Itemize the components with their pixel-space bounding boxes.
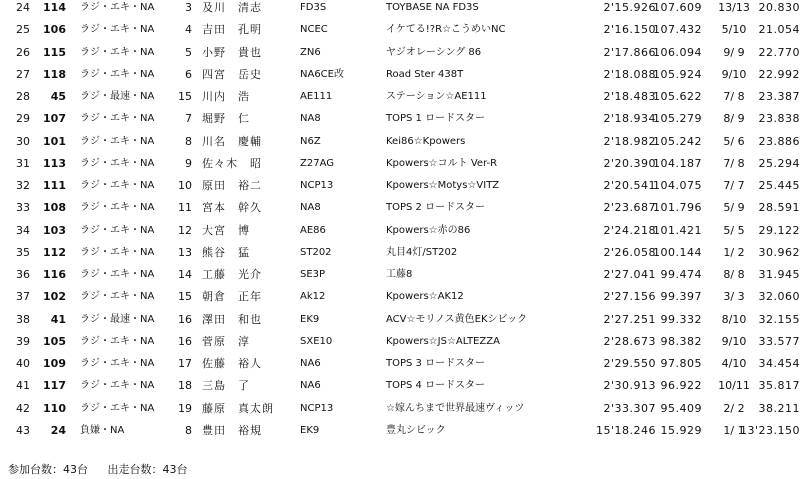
average-speed-cell: 98.382 xyxy=(660,334,702,348)
position-cell: 26 xyxy=(16,45,30,59)
class-cell: ラジ・最速・NA xyxy=(80,91,155,102)
car-name-cell: 工藤8 xyxy=(386,269,413,280)
average-speed-cell: 15.929 xyxy=(660,423,702,437)
driver-name-cell: 宮本 幹久 xyxy=(202,201,262,215)
car-number-cell: 111 xyxy=(43,179,66,192)
position-cell: 42 xyxy=(16,401,30,415)
car-name-cell: Kpowers☆赤の86 xyxy=(386,224,471,236)
car-number-cell: 116 xyxy=(43,268,66,281)
class-cell: ラジ・エキ・NA xyxy=(80,180,155,191)
car-number-cell: 118 xyxy=(43,67,66,81)
driver-name-cell: 川内 浩 xyxy=(202,90,250,103)
model-code-cell: FD3S xyxy=(300,2,327,13)
model-code-cell: SE3P xyxy=(300,269,326,280)
model-code-cell: EK9 xyxy=(300,313,320,325)
class-position-cell: 18 xyxy=(178,379,192,393)
class-rank-cell: 8/10 xyxy=(721,312,747,326)
driver-name-cell: 小野 貴也 xyxy=(202,45,262,59)
class-cell: 負嫌・NA xyxy=(80,424,125,436)
gap-cell: 28.591 xyxy=(758,201,800,215)
best-time-cell: 2'24.218 xyxy=(603,223,656,237)
driver-name-cell: 豊田 裕規 xyxy=(202,423,262,437)
result-row xyxy=(0,153,800,175)
car-name-cell: Kpowers☆AK12 xyxy=(386,291,464,303)
best-time-cell: 2'20.541 xyxy=(603,179,656,192)
result-row xyxy=(0,86,800,108)
result-row xyxy=(0,197,800,219)
gap-cell: 32.060 xyxy=(758,290,800,304)
model-code-cell: NCP13 xyxy=(300,180,334,191)
average-speed-cell: 101.421 xyxy=(653,223,702,237)
average-speed-cell: 99.332 xyxy=(660,312,702,326)
result-row xyxy=(0,19,800,41)
best-time-cell: 15'18.246 xyxy=(595,423,656,437)
position-cell: 40 xyxy=(16,357,30,370)
best-time-cell: 2'16.150 xyxy=(603,23,656,37)
gap-cell: 20.830 xyxy=(758,1,800,14)
class-position-cell: 8 xyxy=(185,423,192,437)
car-name-cell: TOYBASE NA FD3S xyxy=(386,2,479,13)
driver-name-cell: 三島 了 xyxy=(202,379,250,393)
class-position-cell: 11 xyxy=(178,201,192,215)
entry-summary xyxy=(8,461,204,477)
class-cell: ラジ・エキ・NA xyxy=(80,157,155,169)
car-name-cell: Kpowers☆JS☆ALTEZZA xyxy=(386,335,500,347)
class-cell: ラジ・エキ・NA xyxy=(80,224,155,236)
model-code-cell: AE111 xyxy=(300,91,333,102)
class-rank-cell: 5/ 9 xyxy=(723,201,745,215)
gap-cell: 25.445 xyxy=(758,179,800,192)
class-position-cell: 14 xyxy=(178,268,192,281)
position-cell: 38 xyxy=(16,312,30,326)
class-rank-cell: 5/ 5 xyxy=(723,223,745,237)
best-time-cell: 2'18.483 xyxy=(603,90,656,103)
participant-count: 参加台数：43台 xyxy=(8,463,88,476)
model-code-cell: NA8 xyxy=(300,202,321,214)
class-position-cell: 15 xyxy=(178,290,192,304)
model-code-cell: Z27AG xyxy=(300,157,334,169)
car-number-cell: 112 xyxy=(43,245,66,259)
car-number-cell: 106 xyxy=(43,23,66,37)
average-speed-cell: 105.279 xyxy=(653,112,702,126)
result-row xyxy=(0,108,800,130)
gap-cell: 30.962 xyxy=(758,245,800,259)
class-position-cell: 7 xyxy=(185,112,192,126)
average-speed-cell: 105.622 xyxy=(653,90,702,103)
result-row xyxy=(0,131,800,153)
model-code-cell: NA6 xyxy=(300,358,321,369)
car-name-cell: Kpowers☆Motys☆VITZ xyxy=(386,180,500,191)
class-position-cell: 3 xyxy=(185,1,192,14)
driver-name-cell: 及川 清志 xyxy=(202,1,262,14)
car-number-cell: 108 xyxy=(43,201,66,215)
gap-cell: 31.945 xyxy=(758,268,800,281)
gap-cell: 25.294 xyxy=(758,156,800,170)
result-row xyxy=(0,0,800,19)
class-position-cell: 8 xyxy=(185,134,192,148)
average-speed-cell: 96.922 xyxy=(660,379,702,393)
gap-cell: 34.454 xyxy=(758,357,800,370)
class-cell: ラジ・エキ・NA xyxy=(80,246,155,258)
gap-cell: 23.838 xyxy=(758,112,800,126)
class-cell: ラジ・エキ・NA xyxy=(80,24,155,36)
driver-name-cell: 工藤 光介 xyxy=(202,268,262,281)
class-rank-cell: 8/ 9 xyxy=(723,112,745,126)
car-number-cell: 115 xyxy=(43,45,66,59)
position-cell: 39 xyxy=(16,334,30,348)
result-row xyxy=(0,42,800,64)
car-number-cell: 45 xyxy=(50,90,66,103)
average-speed-cell: 105.924 xyxy=(653,67,702,81)
class-position-cell: 17 xyxy=(178,357,192,370)
class-position-cell: 10 xyxy=(178,179,192,192)
driver-name-cell: 大宮 博 xyxy=(202,223,250,237)
class-rank-cell: 7/ 8 xyxy=(723,156,745,170)
class-rank-cell: 7/ 8 xyxy=(723,90,745,103)
class-cell: ラジ・エキ・NA xyxy=(80,135,155,147)
class-cell: ラジ・エキ・NA xyxy=(80,113,155,125)
position-cell: 36 xyxy=(16,268,30,281)
best-time-cell: 2'18.088 xyxy=(603,67,656,81)
class-rank-cell: 9/10 xyxy=(721,67,747,81)
model-code-cell: Ak12 xyxy=(300,291,326,303)
car-number-cell: 101 xyxy=(43,134,66,148)
result-row xyxy=(0,375,800,397)
best-time-cell: 2'18.982 xyxy=(603,134,656,148)
gap-cell: 33.577 xyxy=(758,334,800,348)
class-rank-cell: 13/13 xyxy=(718,1,750,14)
average-speed-cell: 100.144 xyxy=(653,245,702,259)
best-time-cell: 2'29.550 xyxy=(603,357,656,370)
model-code-cell: NCP13 xyxy=(300,402,334,414)
car-number-cell: 41 xyxy=(50,312,66,326)
car-number-cell: 105 xyxy=(43,334,66,348)
class-cell: ラジ・エキ・NA xyxy=(80,68,155,80)
best-time-cell: 2'33.307 xyxy=(603,401,656,415)
result-row xyxy=(0,353,800,375)
model-code-cell: NA6 xyxy=(300,380,321,392)
car-name-cell: TOPS 3 ロードスター xyxy=(386,358,485,369)
position-cell: 41 xyxy=(16,379,30,393)
car-name-cell: イケてる!?R☆こうめいNC xyxy=(386,24,506,36)
best-time-cell: 2'15.926 xyxy=(603,1,656,14)
class-rank-cell: 5/10 xyxy=(721,23,747,37)
class-position-cell: 16 xyxy=(178,334,192,348)
model-code-cell: NCEC xyxy=(300,24,328,36)
average-speed-cell: 106.094 xyxy=(653,45,702,59)
driver-name-cell: 菅原 淳 xyxy=(202,334,250,348)
starter-count: 出走台数：43台 xyxy=(107,463,188,476)
car-name-cell: 丸目4灯/ST202 xyxy=(386,246,458,258)
average-speed-cell: 101.796 xyxy=(653,201,702,215)
class-position-cell: 19 xyxy=(178,401,192,415)
best-time-cell: 2'26.058 xyxy=(603,245,656,259)
car-name-cell: Kpowers☆コルト Ver-R xyxy=(386,157,498,169)
car-name-cell: ☆嫁んちまで世界最速ヴィッツ xyxy=(386,402,525,414)
class-cell: ラジ・エキ・NA xyxy=(80,335,155,347)
gap-cell: 22.770 xyxy=(758,45,800,59)
result-row xyxy=(0,64,800,86)
average-speed-cell: 99.397 xyxy=(660,290,702,304)
gap-cell: 38.211 xyxy=(758,401,800,415)
class-cell: ラジ・エキ・NA xyxy=(80,2,155,13)
car-number-cell: 110 xyxy=(43,401,66,415)
class-rank-cell: 3/ 3 xyxy=(723,290,745,304)
position-cell: 24 xyxy=(16,1,30,14)
average-speed-cell: 107.609 xyxy=(653,1,702,14)
position-cell: 34 xyxy=(16,223,30,237)
model-code-cell: ST202 xyxy=(300,246,332,258)
class-position-cell: 9 xyxy=(185,156,192,170)
class-position-cell: 13 xyxy=(178,245,192,259)
average-speed-cell: 105.242 xyxy=(653,134,702,148)
position-cell: 33 xyxy=(16,201,30,215)
class-cell: ラジ・最速・NA xyxy=(80,313,155,325)
best-time-cell: 2'27.251 xyxy=(603,312,656,326)
driver-name-cell: 佐々木 昭 xyxy=(202,156,262,170)
car-name-cell: ヤジオレーシング 86 xyxy=(386,46,482,58)
class-position-cell: 6 xyxy=(185,67,192,81)
class-cell: ラジ・エキ・NA xyxy=(80,380,155,392)
result-row xyxy=(0,331,800,353)
car-name-cell: ACV☆モリノス黄色EKシビック xyxy=(386,313,528,325)
model-code-cell: N6Z xyxy=(300,135,321,147)
model-code-cell: EK9 xyxy=(300,424,320,436)
driver-name-cell: 川名 慶輔 xyxy=(202,134,262,148)
gap-cell: 22.992 xyxy=(758,67,800,81)
driver-name-cell: 吉田 孔明 xyxy=(202,23,262,37)
car-number-cell: 103 xyxy=(43,223,66,237)
car-name-cell: TOPS 2 ロードスター xyxy=(386,202,485,214)
position-cell: 43 xyxy=(16,423,30,437)
class-rank-cell: 5/ 6 xyxy=(723,134,745,148)
best-time-cell: 2'23.687 xyxy=(603,201,656,215)
class-cell: ラジ・エキ・NA xyxy=(80,402,155,414)
class-cell: ラジ・エキ・NA xyxy=(80,358,155,369)
class-position-cell: 15 xyxy=(178,90,192,103)
gap-cell: 23.387 xyxy=(758,90,800,103)
position-cell: 30 xyxy=(16,134,30,148)
car-number-cell: 117 xyxy=(43,379,66,393)
position-cell: 31 xyxy=(16,156,30,170)
position-cell: 32 xyxy=(16,179,30,192)
average-speed-cell: 104.187 xyxy=(653,156,702,170)
car-name-cell: Road Ster 438T xyxy=(386,68,464,80)
position-cell: 29 xyxy=(16,112,30,126)
result-row xyxy=(0,398,800,420)
class-rank-cell: 7/ 7 xyxy=(723,179,745,192)
driver-name-cell: 藤原 真太朗 xyxy=(202,401,274,415)
model-code-cell: NA8 xyxy=(300,113,321,125)
car-number-cell: 114 xyxy=(43,1,66,14)
gap-cell: 29.122 xyxy=(758,223,800,237)
car-number-cell: 113 xyxy=(43,156,66,170)
result-row xyxy=(0,286,800,308)
average-speed-cell: 95.409 xyxy=(660,401,702,415)
car-name-cell: ステーション☆AE111 xyxy=(386,91,487,102)
driver-name-cell: 四宮 岳史 xyxy=(202,67,262,81)
class-position-cell: 16 xyxy=(178,312,192,326)
result-row xyxy=(0,242,800,264)
best-time-cell: 2'27.041 xyxy=(603,268,656,281)
position-cell: 35 xyxy=(16,245,30,259)
gap-cell: 32.155 xyxy=(758,312,800,326)
model-code-cell: ZN6 xyxy=(300,46,321,58)
class-cell: ラジ・エキ・NA xyxy=(80,202,155,214)
car-number-cell: 107 xyxy=(43,112,66,126)
driver-name-cell: 朝倉 正年 xyxy=(202,290,262,304)
driver-name-cell: 澤田 和也 xyxy=(202,312,262,326)
gap-cell: 23.886 xyxy=(758,134,800,148)
best-time-cell: 2'17.866 xyxy=(603,45,656,59)
class-rank-cell: 2/ 2 xyxy=(723,401,745,415)
average-speed-cell: 99.474 xyxy=(660,268,702,281)
class-position-cell: 12 xyxy=(178,223,192,237)
result-row xyxy=(0,175,800,197)
class-rank-cell: 8/ 8 xyxy=(723,268,745,281)
car-name-cell: TOPS 4 ロードスター xyxy=(386,380,485,392)
position-cell: 37 xyxy=(16,290,30,304)
position-cell: 28 xyxy=(16,90,30,103)
driver-name-cell: 堀野 仁 xyxy=(202,112,250,126)
result-row xyxy=(0,264,800,286)
gap-cell: 13'23.150 xyxy=(739,423,800,437)
position-cell: 25 xyxy=(16,23,30,37)
best-time-cell: 2'27.156 xyxy=(603,290,656,304)
class-rank-cell: 4/10 xyxy=(721,357,747,370)
car-number-cell: 24 xyxy=(50,423,66,437)
model-code-cell: SXE10 xyxy=(300,335,333,347)
class-cell: ラジ・エキ・NA xyxy=(80,269,155,280)
gap-cell: 21.054 xyxy=(758,23,800,37)
car-name-cell: TOPS 1 ロードスター xyxy=(386,113,485,125)
car-number-cell: 102 xyxy=(43,290,66,304)
class-rank-cell: 9/10 xyxy=(721,334,747,348)
gap-cell: 35.817 xyxy=(758,379,800,393)
driver-name-cell: 熊谷 猛 xyxy=(202,245,250,259)
car-number-cell: 109 xyxy=(43,357,66,370)
class-position-cell: 5 xyxy=(185,45,192,59)
driver-name-cell: 原田 裕二 xyxy=(202,179,262,192)
model-code-cell: NA6CE改 xyxy=(300,68,344,80)
best-time-cell: 2'18.934 xyxy=(603,112,656,126)
result-row xyxy=(0,420,800,442)
class-rank-cell: 10/11 xyxy=(718,379,750,393)
class-rank-cell: 1/ 2 xyxy=(723,245,745,259)
best-time-cell: 2'20.390 xyxy=(603,156,656,170)
result-row xyxy=(0,309,800,331)
driver-name-cell: 佐藤 裕人 xyxy=(202,357,262,370)
result-row xyxy=(0,220,800,242)
car-name-cell: 豊丸シビック xyxy=(386,424,446,436)
average-speed-cell: 107.432 xyxy=(653,23,702,37)
car-name-cell: Kei86☆Kpowers xyxy=(386,135,466,147)
class-rank-cell: 9/ 9 xyxy=(723,45,745,59)
best-time-cell: 2'30.913 xyxy=(603,379,656,393)
class-cell: ラジ・エキ・NA xyxy=(80,291,155,303)
class-rank-cell: 1/ 1 xyxy=(723,423,745,437)
class-cell: ラジ・エキ・NA xyxy=(80,46,155,58)
best-time-cell: 2'28.673 xyxy=(603,334,656,348)
class-position-cell: 4 xyxy=(185,23,192,37)
model-code-cell: AE86 xyxy=(300,224,326,236)
average-speed-cell: 104.075 xyxy=(653,179,702,192)
position-cell: 27 xyxy=(16,67,30,81)
average-speed-cell: 97.805 xyxy=(660,357,702,370)
